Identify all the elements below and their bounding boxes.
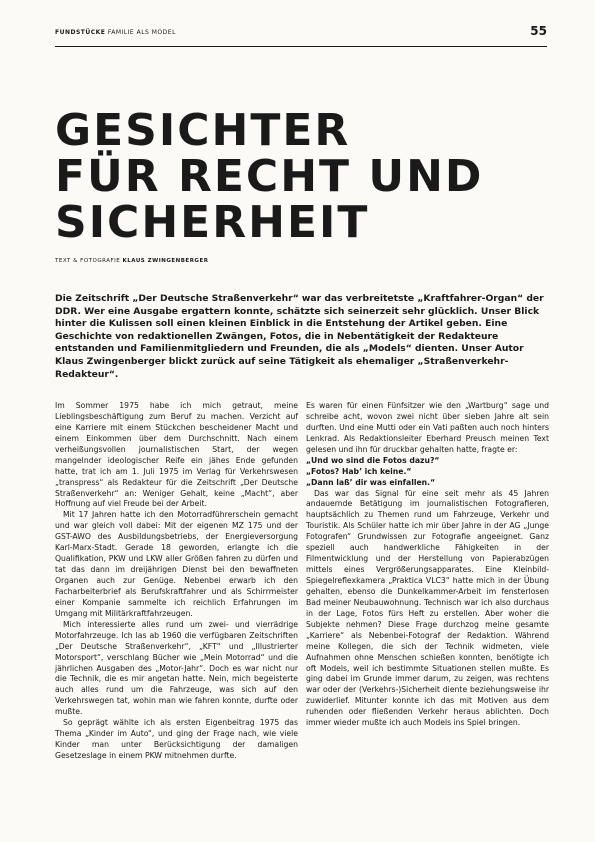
title-line-1: GESICHTER (55, 105, 351, 156)
body-column-left (55, 401, 298, 762)
dialogue-line: „Dann laß’ dir was einfallen.“ (306, 477, 436, 487)
section-name: FUNDSTÜCKE (55, 29, 106, 36)
body-paragraph: Es waren für einen Fünfsitzer wie den „Wartburg“ sage und schreibe acht, wovon zwei nicht über sieben Jahre alt sein durften. Und eine Mutti oder ein Vati paßten auch noch hinters Lenkrad. Als Redaktionsleiter Eberhard Preusch meinen Text gelesen und ihn für druckbar gehalten hatte, fragte er: (306, 401, 549, 454)
byline (55, 258, 208, 264)
title-line-2: FÜR RECHT UND (55, 151, 484, 202)
byline-author: KLAUS ZWINGENBERGER (122, 258, 209, 264)
lead-paragraph: Die Zeitschrift „Der Deutsche Straßenverkehr“ war das verbreitetste „Kraftfahrer-Organ“ der DDR. Wer eine Ausgabe ergattern konnte, schätzte sich seinerzeit sehr glücklich. Unser Blick hinter die Kulissen soll einen kleinen Einblick in die Entstehung der Artikel geben. Eine Geschichte von redaktionellen Zwängen, Fotos, die in Nebentätigkeit der Redakteure entstanden und Familienmitgliedern und Freunden, die als „Models“ dienten. Unser Autor Klaus Zwingenberger blickt zurück auf seine Tätigkeit als ehemaliger „Straßenverkehr-Redakteur“. (55, 293, 544, 380)
byline-label: TEXT & FOTOGRAFIE (55, 258, 123, 264)
title-line-3: SICHERHEIT (55, 197, 370, 248)
body-paragraph: Das war das Signal für eine seit mehr als 45 Jahren andauernde Betätigung im journalistischen Fotografieren, hauptsächlich zu Themen rund um Fahrzeuge, Verkehr und Touristik. Als Schüler hatte ich mir über Jahre in der AG „Junge Fotografen“ Grundwissen zur Fotografie angeeignet. Ganz speziell auch handwerkliche Fähigkeiten in der Filmentwicklung und der Herstellung von Papierabzügen mittels eines Vergrößerungsapparates. Eine Kleinbild-Spiegelreflexkamera „Praktica VLC3“ hatte mich in der Übung gehalten, ebenso die Dunkelkammer-Arbeit im fensterlosen Bad meiner Neubauwohnung. Technisch war ich also durchaus in der Lage, Fotos fürs Heft zu erstellen. Aber woher die Subjekte nehmen? Diese Frage durchzog meine gesamte „Karriere“ als Nebenbei-Fotograf der Redaktion. Während meine Kollegen, die sich der Technik widmeten, viele Aufnahmen ohne Menschen schießen konnten, benötigte ich oft Models, weil ich bestimmte Situationen stellen mußte. Es ging dabei im Grunde immer darum, zu zeigen, was rechtens war oder der (Verkehrs-)Sicherheit diente beziehungsweise ihr zuwiderlief. Mitunter konnte ich das mit Motiven aus dem ruhenden oder fließenden Verkehr heraus ablichten. Doch immer wieder mußte ich auch Models ins Spiel bringen. (306, 488, 549, 728)
body-paragraph: So geprägt wählte ich als ersten Eigenbeitrag 1975 das Thema „Kinder im Auto“, und ging der Frage nach, wie viele Kinder man unter Berücksichtigung der damaligen Gesetzeslage in einem PKW mitnehmen durfte. (55, 718, 298, 760)
section-subtitle: FAMILIE ALS MODEL (105, 29, 176, 36)
dialogue-line: „Und wo sind die Fotos dazu?“ (306, 455, 440, 465)
body-column-right (306, 401, 549, 729)
article-title (55, 105, 555, 248)
body-paragraph: Mit 17 Jahren hatte ich den Motorradführerschein gemacht und war gleich voll dabei: Mit der eigenen MZ 175 und der GST-AWO des Ausbildungsbetriebs, der Energieversorgung Karl-Marx-Stadt. Gerade 18 geworden, erlangte ich die Qualifikation, PKW und LKW aller Größen fahren zu dürfen und tat das dann im dreijährigen Dienst bei den bewaffneten Organen auch zur Genüge. Nebenbei erwarb ich den Facharbeiterbrief als Berufskraftfahrer und als Schirrmeister einer Kompanie sammelte ich reichlich Erfahrungen im Umgang mit Militärkraftfahrzeugen. (55, 510, 298, 618)
body-paragraph: Mich interessierte alles rund um zwei- und vierrädrige Motorfahrzeuge. Ich las ab 1960 die verfügbaren Zeitschriften „Der Deutsche Straßenverkehr“, „KFT“ und „Illustrierter Motorsport“, verschlang Bücher wie „Mein Motorrad“ und die jährlichen Ausgaben des „Motor-Jahr“. Doch es war nicht nur die Technik, die es mir angetan hatte. Nein, mich begeisterte auch alles rund um die Fahrzeuge, was sich auf den Verkehrswegen tat, wohin man wie fahren konnte, durfte oder mußte. (55, 619, 298, 717)
section-label (55, 29, 176, 36)
page-header (55, 24, 547, 47)
page-number: 55 (530, 24, 547, 38)
dialogue-line: „Fotos? Hab’ ich keine.“ (306, 466, 412, 476)
body-paragraph: Im Sommer 1975 habe ich mich getraut, meine Lieblingsbeschäftigung zum Beruf zu machen. Verzicht auf eine Karriere mit einem Stückchen bescheidener Macht und einem Einkommen über dem Durchschnitt. Nach einem verheißungsvollen journalistischen Start, der wegen mangelnder ideologischer Reife ein jähes Ende gefunden hatte, trat ich am 1. Juli 1975 im Verlag für Verkehrswesen „transpress“ als Redakteur für die Zeitschrift „Der Deutsche Straßenverkehr“ an: Weniger Gehalt, keine „Macht“, aber Hoffnung auf viel Freude bei der Arbeit. (55, 401, 298, 509)
